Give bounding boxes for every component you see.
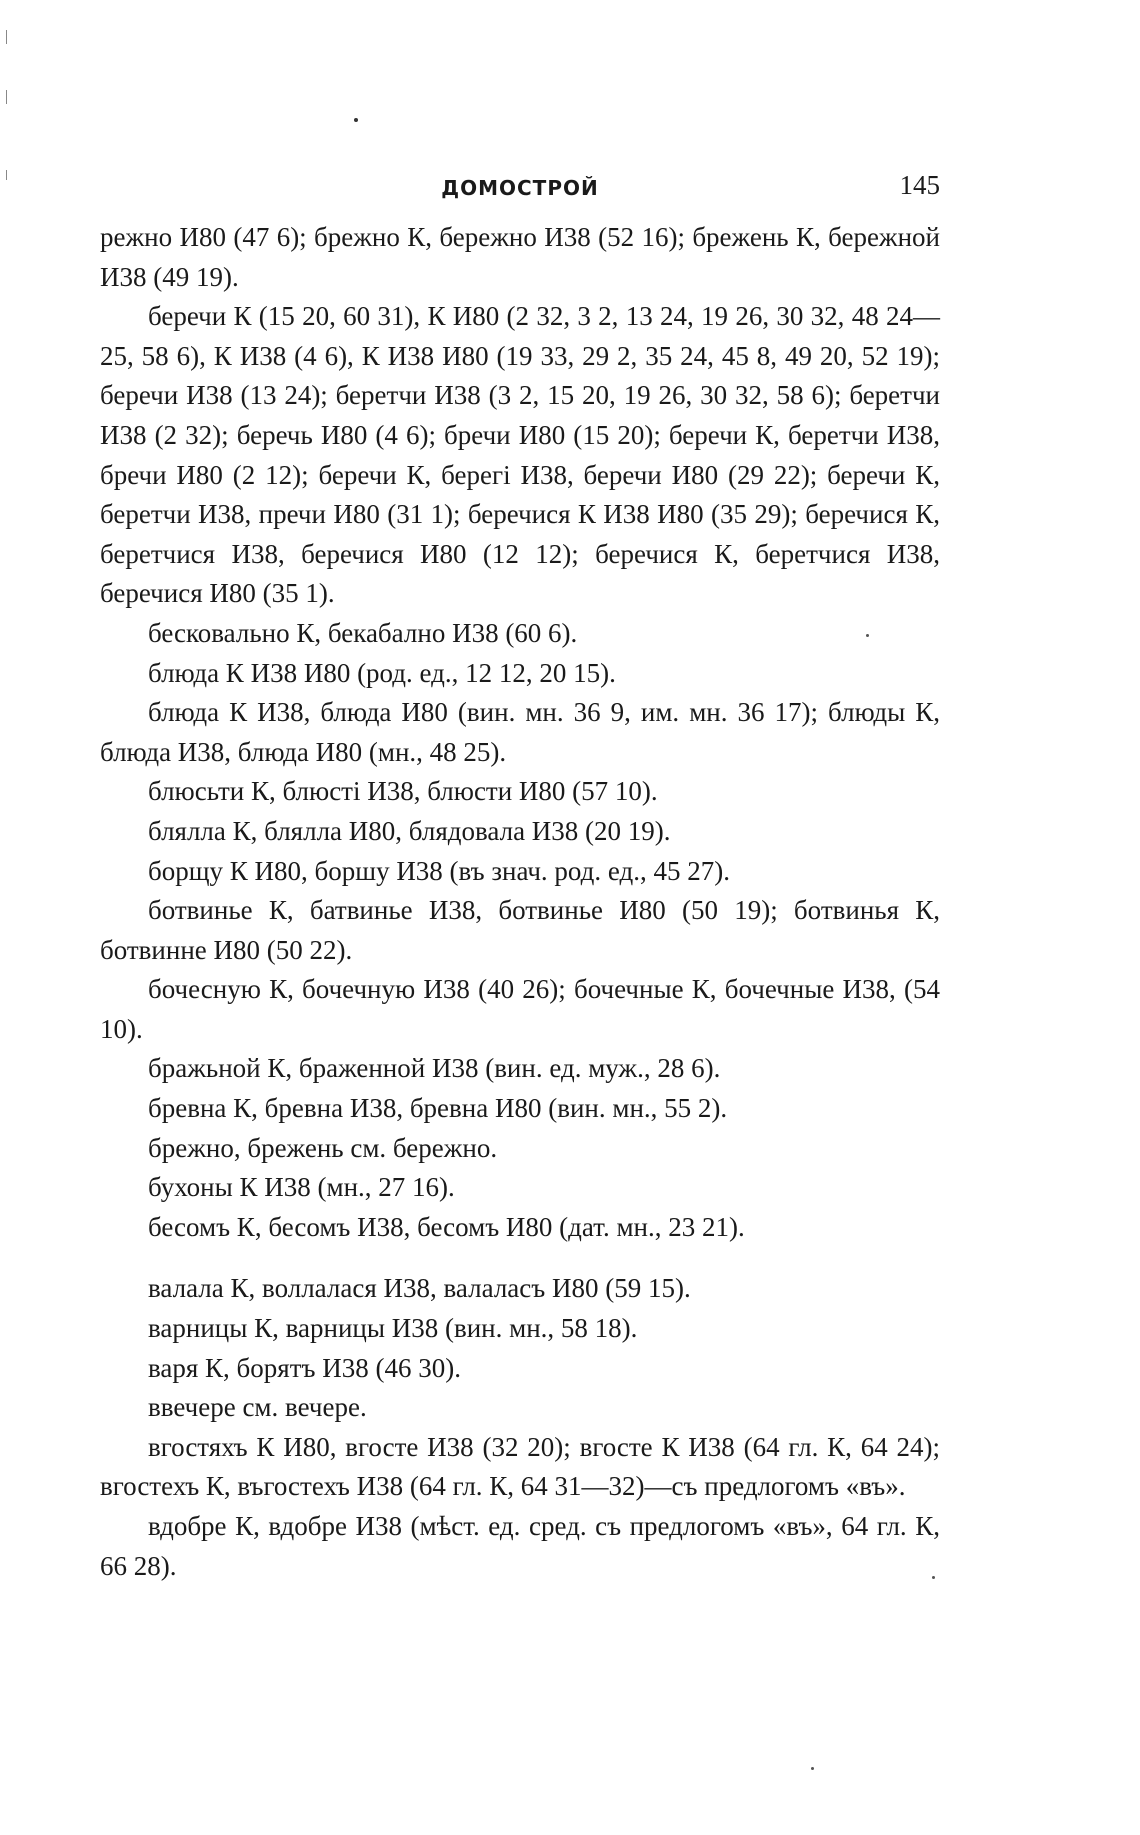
dictionary-entry: брежно, брежень см. бережно. <box>148 1132 498 1163</box>
margin-mark <box>6 30 7 44</box>
dictionary-entry: ввечере см. вечере. <box>148 1392 367 1423</box>
dictionary-entry: бревна К, бревна И38, бревна И80 (вин. мн., 55 2). <box>148 1093 728 1124</box>
dictionary-entry: блялла К, блялла И80, блядовала И38 (20 19). <box>148 815 671 846</box>
dictionary-entry: бесковально К, бекабално И38 (60 6). <box>148 617 578 648</box>
dictionary-entry: ботвинье К, батвинье И38, ботвинье И80 (50 19); ботвинья К, ботвинне И80 (50 22). <box>100 895 940 965</box>
dictionary-entry: бесомъ К, бесомъ И38, бесомъ И80 (дат. мн., 23 21). <box>148 1211 745 1242</box>
dictionary-entry: вгостяхъ К И80, вгосте И38 (32 20); вгосте К И38 (64 гл. К, 64 24); вгостехъ К, въгостехъ И38 (64 гл. К, 64 31—32)—съ предлогомъ «въ». <box>100 1431 940 1502</box>
dictionary-entry: валала К, воллалася И38, валаласъ И80 (59 15). <box>148 1273 691 1304</box>
dictionary-entry: бухоны К И38 (мн., 27 16). <box>148 1172 455 1203</box>
dictionary-entry: варницы К, варницы И38 (вин. мн., 58 18). <box>148 1313 638 1344</box>
ink-speck <box>811 1767 814 1770</box>
dictionary-entry: блюсьти К, блюсті И38, блюсти И80 (57 10). <box>148 776 658 807</box>
dictionary-entry: вдобре К, вдобре И38 (мѣст. ед. сред. съ предлогомъ «въ», 64 гл. К, 66 28). <box>100 1511 940 1581</box>
ink-speck <box>354 118 358 122</box>
margin-mark <box>6 90 7 104</box>
dictionary-entry: борщу К И80, боршу И38 (въ знач. род. ед., 45 27). <box>148 855 731 886</box>
dictionary-entry: блюда К И38, блюда И80 (вин. мн. 36 9, им. мн. 36 17); блюды К, блюда И38, блюда И80 (мн., 48 25). <box>100 697 940 767</box>
dictionary-entry: варя К, борятъ И38 (46 30). <box>148 1352 461 1383</box>
dictionary-entry: блюда К И38 И80 (род. ед., 12 12, 20 15). <box>148 657 616 688</box>
dictionary-entry: бражьной К, браженной И38 (вин. ед. муж., 28 6). <box>148 1053 721 1084</box>
dictionary-entry: бочесную К, бочечную И38 (40 26); бочечные К, бочечные И38, (54 10). <box>100 974 940 1044</box>
page-header <box>100 170 940 210</box>
page-number: 145 <box>899 170 940 200</box>
entry-continuation: режно И80 (47 6); брежно К, бережно И38 (52 16); брежень К, бережной И38 (49 19). <box>100 222 940 292</box>
running-title: ДОМОСТРОЙ <box>441 176 599 200</box>
margin-mark <box>6 170 7 180</box>
dictionary-entry: беречи К (15 20, 60 31), К И80 (2 32, 3 2, 13 24, 19 26, 30 32, 48 24—25, 58 6), К И38 (4 6), К И38 И80 (19 33, 29 2, 35 24, 45 8, 49 20, 52 19); беречи И38 (13 24); беретчи И38 (3 2, 15 20, 19 26, 30 32, 58 6); беретчи И38 (2 32); беречь И80 (4 6); бречи И80 (15 20); беречи К, беретчи И38, бречи И80 (2 12); беречи К, берегі И38, беречи И80 (29 22); беречи К, беретчи И38, пречи И80 (31 1); беречися К И38 И80 (35 29); беречися К, беретчися И38, беречися И80 (12 12); беречися К, беретчися И38, беречися И80 (35 1). <box>100 301 940 609</box>
dictionary-entries <box>100 218 940 1586</box>
